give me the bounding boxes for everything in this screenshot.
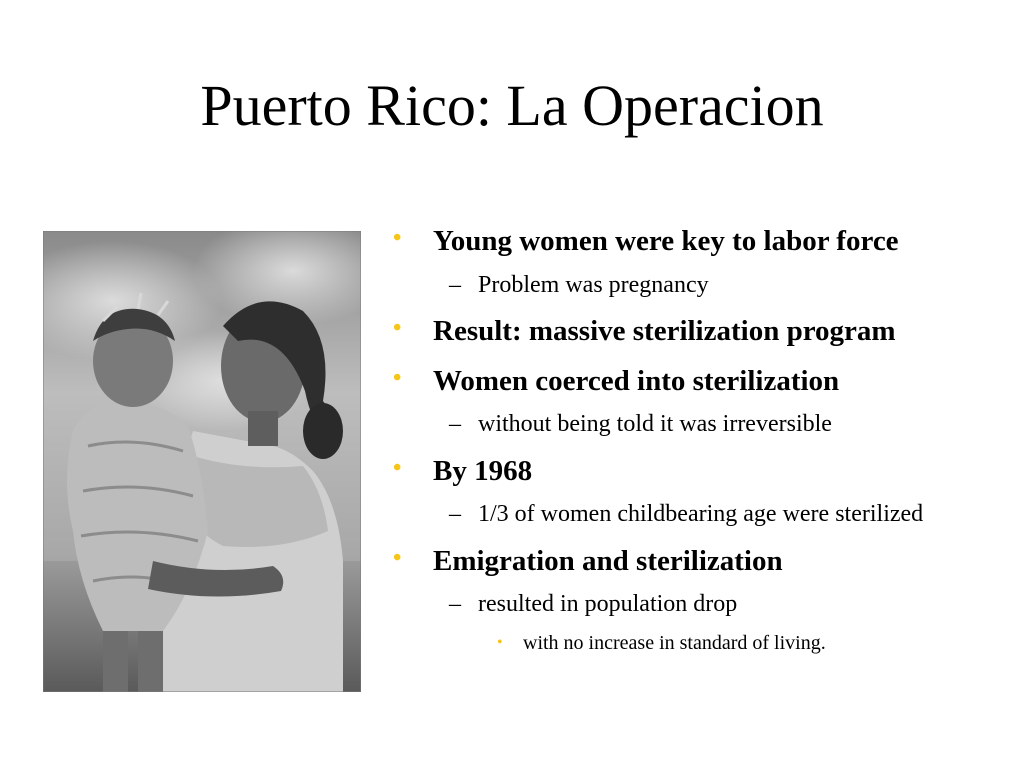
bullet-text: Problem was pregnancy [478, 272, 709, 298]
bullet-dot-icon: • [497, 634, 503, 651]
bullet-text: Young women were key to labor force [433, 225, 899, 257]
bullet-dot-icon: • [393, 315, 402, 341]
bullet-text: Result: massive sterilization program [433, 315, 896, 347]
bullet-dot-icon: • [393, 365, 402, 391]
dash-icon: – [449, 411, 461, 437]
slide-title: Puerto Rico: La Operacion [200, 73, 824, 138]
bullet-text: without being told it was irreversible [478, 411, 832, 437]
bullet-dot-icon: • [393, 225, 402, 251]
bullet-dot-icon: • [393, 455, 402, 481]
bullet-text: Women coerced into sterilization [433, 365, 840, 397]
bullet-text: 1/3 of women childbearing age were sterilized [478, 501, 924, 527]
bullet-text: Emigration and sterilization [433, 545, 783, 577]
bullet-text: By 1968 [433, 455, 533, 487]
dash-icon: – [449, 591, 461, 617]
dash-icon: – [449, 501, 461, 527]
bullet-dot-icon: • [393, 545, 402, 571]
photo-icon [43, 231, 361, 692]
photo-mother-child [43, 231, 361, 692]
dash-icon: – [449, 272, 461, 298]
bullet-text: resulted in population drop [478, 591, 738, 617]
bullet-text: with no increase in standard of living. [523, 632, 826, 654]
